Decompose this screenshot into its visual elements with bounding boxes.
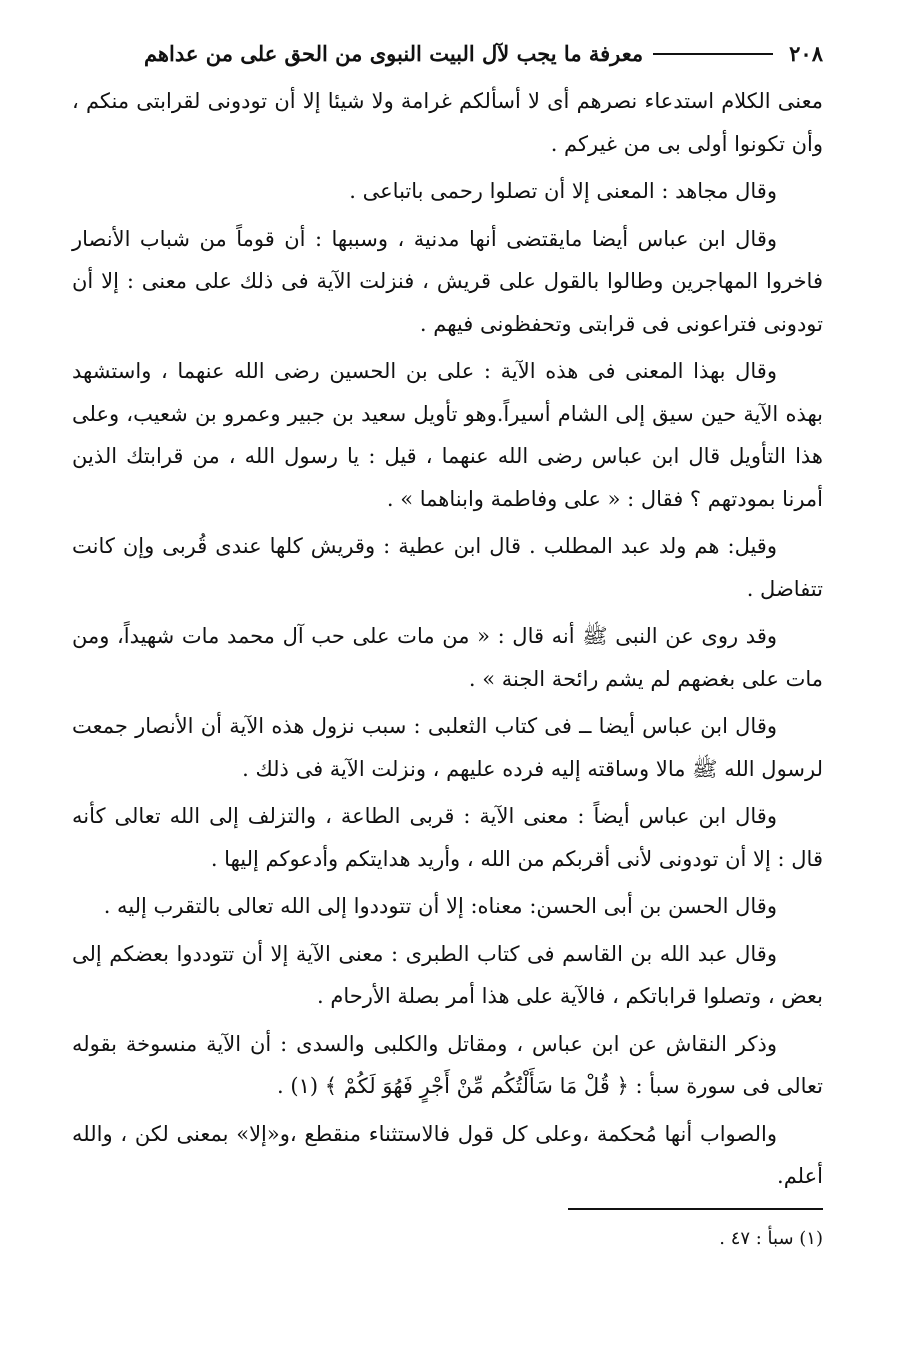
page-header bbox=[72, 32, 823, 76]
paragraph: وقال ابن عباس أيضا ــ فى كتاب الثعلبى : سبب نزول هذه الآية أن الأنصار جمعت لرسول الله ﷺ مالا وساقته إليه فرده عليهم ، ونزلت الآية فى ذلك . bbox=[72, 714, 823, 781]
paragraph: وقال عبد الله بن القاسم فى كتاب الطبرى : معنى الآية إلا أن تتوددوا بعضكم إلى بعض ، وتصلوا قراباتكم ، فالآية على هذا أمر بصلة الأرحام . bbox=[72, 941, 823, 1008]
paragraph: وقد روى عن النبى ﷺ أنه قال : « من مات على حب آل محمد مات شهيداً، ومن مات على بغضهم لم يشم رائحة الجنة » . bbox=[72, 624, 823, 691]
paragraph: وقال ابن عباس أيضاً : معنى الآية : قربى الطاعة ، والتزلف إلى الله تعالى كأنه قال : إلا أن تودونى لأنى أقربكم من الله ، وأريد هدايتكم وأدعوكم إليها . bbox=[72, 804, 823, 871]
paragraph: وقال بهذا المعنى فى هذه الآية : على بن الحسين رضى الله عنهما ، واستشهد بهذه الآية حين سيق إلى الشام أسيراً.وهو تأويل سعيد بن جبير وعمرو بن شعيب، وعلى هذا التأويل قال ابن عباس رضى الله عنهما ، قيل : يا رسول الله ، من قرابتك الذين أمرنا بمودتهم ؟ فقال : « على وفاطمة وابناهما » . bbox=[72, 359, 823, 511]
header-dash bbox=[653, 53, 773, 55]
footnote: (١) سبأ : ٤٧ . bbox=[719, 1227, 823, 1249]
footnote-divider bbox=[568, 1208, 823, 1210]
paragraph: وقال ابن عباس أيضا مايقتضى أنها مدنية ، وسببها : أن قوماً من شباب الأنصار فاخروا المهاجرين وطالوا بالقول على قريش ، فنزلت الآية فى ذلك على معنى : إلا أن تودونى فتراعونى فى قرابتى وتحفظونى فيهم . bbox=[72, 226, 823, 336]
paragraph: والصواب أنها مُحكمة ،وعلى كل قول فالاستثناء منقطع ،و«إلا» بمعنى لكن ، والله أعلم. bbox=[72, 1121, 823, 1188]
paragraph: وقيل: هم ولد عبد المطلب . قال ابن عطية : وقريش كلها عندى قُربى وإن كانت تتفاضل . bbox=[72, 534, 823, 601]
paragraph: وقال الحسن بن أبى الحسن: معناه: إلا أن تتوددوا إلى الله تعالى بالتقرب إليه . bbox=[103, 894, 777, 918]
page-body bbox=[72, 80, 823, 1198]
paragraph: وقال مجاهد : المعنى إلا أن تصلوا رحمى باتباعى . bbox=[349, 179, 777, 203]
page-number: ٢٠٨ bbox=[789, 41, 823, 66]
running-title: معرفة ما يجب لآل البيت النبوى من الحق على من عداهم bbox=[143, 41, 644, 66]
paragraph: وذكر النقاش عن ابن عباس ، ومقاتل والكلبى والسدى : أن الآية منسوخة بقوله تعالى فى سورة سبأ : ﴿ قُلْ مَا سَأَلْتُكُم مِّنْ أَجْرٍ فَهُوَ لَكُمْ ﴾ (١) . bbox=[72, 1031, 823, 1098]
paragraph: معنى الكلام استدعاء نصرهم أى لا أسألكم غرامة ولا شيئا إلا أن تودونى لقرابتى منكم ، وأن تكونوا أولى بى من غيركم . bbox=[72, 89, 823, 156]
